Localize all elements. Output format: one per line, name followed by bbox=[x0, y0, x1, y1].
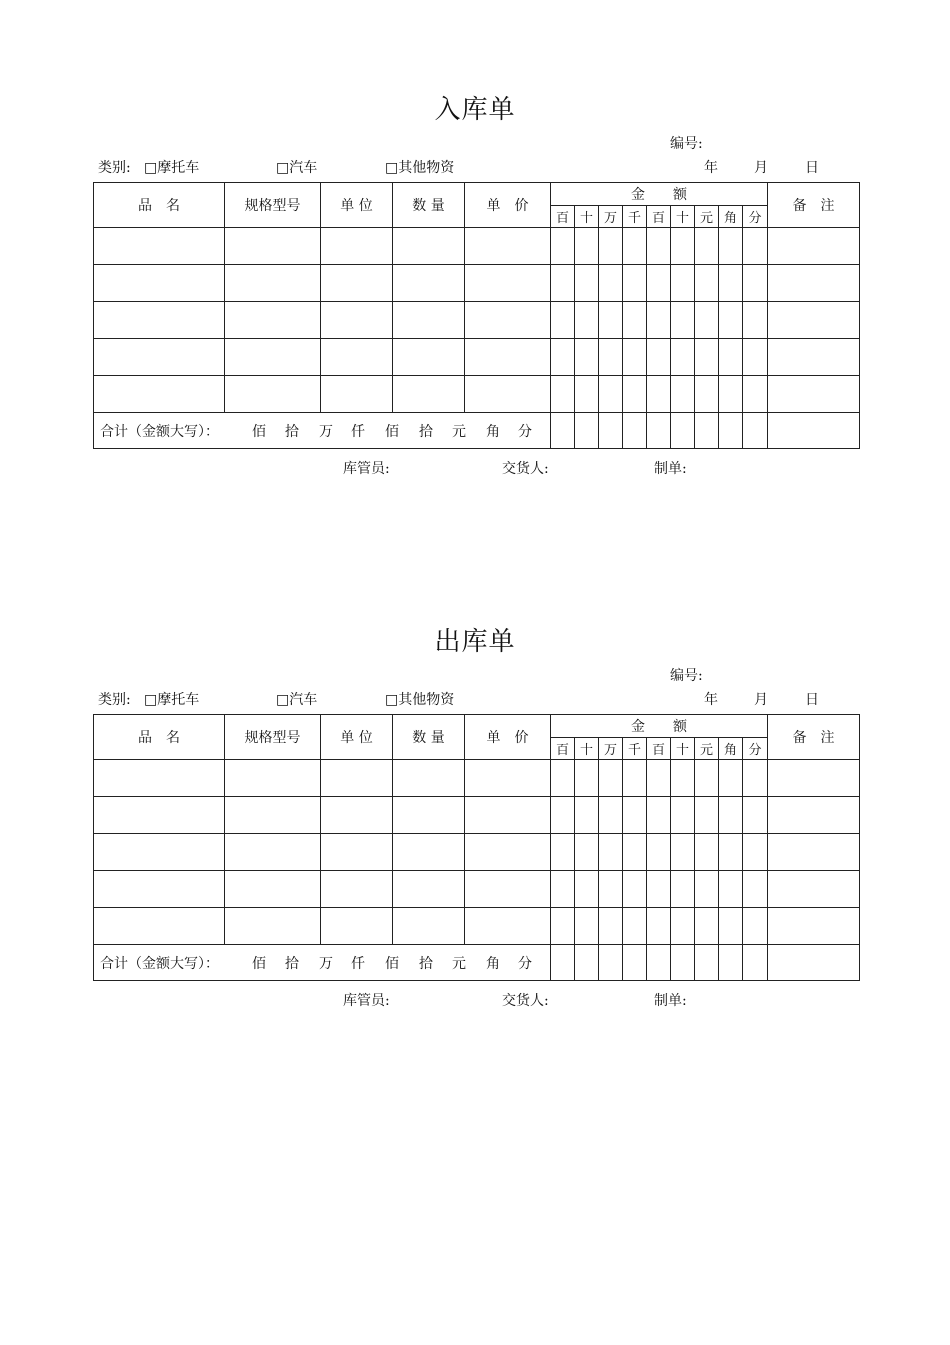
cell[interactable] bbox=[94, 797, 225, 834]
cell[interactable] bbox=[94, 834, 225, 871]
cell[interactable] bbox=[768, 760, 860, 797]
cell[interactable] bbox=[647, 413, 671, 449]
cell[interactable] bbox=[321, 302, 393, 339]
header-unit-price: 单 价 bbox=[465, 715, 551, 760]
cell[interactable] bbox=[671, 797, 695, 834]
cell[interactable] bbox=[623, 302, 647, 339]
digit-header: 十 bbox=[671, 738, 695, 760]
category-car-checkbox[interactable]: □汽车 bbox=[276, 692, 318, 708]
cell[interactable] bbox=[575, 302, 599, 339]
cell[interactable] bbox=[719, 871, 743, 908]
total-unit: 佰 bbox=[385, 955, 399, 972]
digit-header: 分 bbox=[743, 206, 768, 228]
header-unit: 单 位 bbox=[321, 715, 393, 760]
cell[interactable] bbox=[393, 302, 465, 339]
category-car-checkbox[interactable]: □汽车 bbox=[276, 160, 318, 176]
total-row bbox=[94, 945, 860, 981]
cell[interactable] bbox=[551, 797, 575, 834]
cell[interactable] bbox=[743, 871, 768, 908]
table-row bbox=[94, 797, 860, 834]
cell[interactable] bbox=[768, 871, 860, 908]
digit-header: 百 bbox=[647, 206, 671, 228]
cell[interactable] bbox=[671, 376, 695, 413]
cell[interactable] bbox=[719, 302, 743, 339]
cell[interactable] bbox=[768, 228, 860, 265]
cell[interactable] bbox=[551, 228, 575, 265]
digit-header: 元 bbox=[695, 206, 719, 228]
header-unit: 单 位 bbox=[321, 183, 393, 228]
total-unit: 仟 bbox=[351, 955, 365, 972]
total-unit: 仟 bbox=[351, 423, 365, 440]
cell[interactable] bbox=[768, 339, 860, 376]
cell[interactable] bbox=[225, 797, 321, 834]
cell[interactable] bbox=[599, 797, 623, 834]
digit-header: 万 bbox=[599, 206, 623, 228]
cell[interactable] bbox=[321, 908, 393, 945]
cell[interactable] bbox=[768, 302, 860, 339]
cell[interactable] bbox=[623, 228, 647, 265]
digit-header: 百 bbox=[647, 738, 671, 760]
cell[interactable] bbox=[465, 265, 551, 302]
cell[interactable] bbox=[743, 228, 768, 265]
table-row bbox=[94, 228, 860, 265]
category-other-checkbox[interactable]: □其他物资 bbox=[385, 692, 455, 708]
cell[interactable] bbox=[647, 908, 671, 945]
cell[interactable] bbox=[551, 376, 575, 413]
category-motorcycle-checkbox[interactable]: □摩托车 bbox=[144, 692, 200, 708]
digit-header: 十 bbox=[671, 206, 695, 228]
header-item-name: 品 名 bbox=[94, 183, 225, 228]
cell[interactable] bbox=[393, 871, 465, 908]
digit-header: 角 bbox=[719, 206, 743, 228]
cell[interactable] bbox=[225, 376, 321, 413]
cell[interactable] bbox=[671, 871, 695, 908]
cell[interactable] bbox=[94, 760, 225, 797]
digit-header: 角 bbox=[719, 738, 743, 760]
header-amount: 金 额 bbox=[551, 715, 768, 738]
cell[interactable] bbox=[623, 376, 647, 413]
total-label: 合计（金额大写）： bbox=[100, 955, 219, 972]
cell[interactable] bbox=[719, 413, 743, 449]
cell[interactable] bbox=[575, 908, 599, 945]
cell[interactable] bbox=[695, 376, 719, 413]
table-row bbox=[94, 908, 860, 945]
cell[interactable] bbox=[321, 760, 393, 797]
category-label: 类别: bbox=[98, 692, 131, 708]
cell[interactable] bbox=[695, 339, 719, 376]
cell[interactable] bbox=[743, 339, 768, 376]
table-row bbox=[94, 265, 860, 302]
cell[interactable] bbox=[321, 797, 393, 834]
cell[interactable] bbox=[575, 834, 599, 871]
date-month-label: 月 bbox=[754, 160, 768, 176]
cell[interactable] bbox=[321, 871, 393, 908]
cell[interactable] bbox=[743, 413, 768, 449]
cell[interactable] bbox=[743, 302, 768, 339]
cell[interactable] bbox=[575, 945, 599, 981]
cell[interactable] bbox=[647, 945, 671, 981]
cell[interactable] bbox=[671, 760, 695, 797]
cell[interactable] bbox=[671, 228, 695, 265]
cell[interactable] bbox=[599, 413, 623, 449]
cell[interactable] bbox=[647, 797, 671, 834]
cell[interactable] bbox=[225, 228, 321, 265]
cell[interactable] bbox=[465, 871, 551, 908]
cell[interactable] bbox=[94, 265, 225, 302]
cell[interactable] bbox=[465, 797, 551, 834]
cell[interactable] bbox=[225, 760, 321, 797]
cell[interactable] bbox=[225, 302, 321, 339]
cell[interactable] bbox=[768, 413, 860, 449]
total-unit: 元 bbox=[452, 423, 466, 440]
cell[interactable] bbox=[623, 908, 647, 945]
total-unit: 万 bbox=[319, 423, 333, 440]
cell[interactable] bbox=[321, 376, 393, 413]
cell[interactable] bbox=[575, 228, 599, 265]
total-amount-words bbox=[94, 945, 551, 981]
cell[interactable] bbox=[551, 871, 575, 908]
cell[interactable] bbox=[768, 908, 860, 945]
cell[interactable] bbox=[599, 908, 623, 945]
total-unit: 拾 bbox=[285, 955, 299, 972]
header-quantity: 数 量 bbox=[393, 183, 465, 228]
cell[interactable] bbox=[623, 413, 647, 449]
cell[interactable] bbox=[719, 228, 743, 265]
cell[interactable] bbox=[465, 834, 551, 871]
digit-header: 千 bbox=[623, 738, 647, 760]
total-unit: 佰 bbox=[252, 423, 266, 440]
cell[interactable] bbox=[465, 339, 551, 376]
cell[interactable] bbox=[719, 834, 743, 871]
cell[interactable] bbox=[393, 228, 465, 265]
cell[interactable] bbox=[225, 265, 321, 302]
cell[interactable] bbox=[551, 339, 575, 376]
cell[interactable] bbox=[321, 834, 393, 871]
date-day-label: 日 bbox=[805, 692, 819, 708]
cell[interactable] bbox=[647, 760, 671, 797]
category-other-checkbox[interactable]: □其他物资 bbox=[385, 160, 455, 176]
cell[interactable] bbox=[768, 834, 860, 871]
cell[interactable] bbox=[623, 265, 647, 302]
cell[interactable] bbox=[465, 908, 551, 945]
cell[interactable] bbox=[94, 908, 225, 945]
total-unit: 佰 bbox=[252, 955, 266, 972]
cell[interactable] bbox=[647, 834, 671, 871]
cell[interactable] bbox=[94, 302, 225, 339]
serial-number-label: 编号: bbox=[670, 668, 703, 684]
cell[interactable] bbox=[671, 834, 695, 871]
date-day-label: 日 bbox=[805, 160, 819, 176]
table-row bbox=[94, 376, 860, 413]
cell[interactable] bbox=[768, 265, 860, 302]
table-row bbox=[94, 871, 860, 908]
cell[interactable] bbox=[671, 908, 695, 945]
cell[interactable] bbox=[743, 760, 768, 797]
deliverer-label: 交货人: bbox=[502, 993, 549, 1009]
cell[interactable] bbox=[623, 797, 647, 834]
cell[interactable] bbox=[647, 376, 671, 413]
total-row bbox=[94, 413, 860, 449]
warehouse-keeper-label: 库管员: bbox=[343, 461, 390, 477]
cell[interactable] bbox=[575, 413, 599, 449]
items-table bbox=[93, 182, 860, 449]
cell[interactable] bbox=[719, 797, 743, 834]
cell[interactable] bbox=[551, 908, 575, 945]
cell[interactable] bbox=[647, 339, 671, 376]
digit-header: 万 bbox=[599, 738, 623, 760]
cell[interactable] bbox=[623, 945, 647, 981]
cell[interactable] bbox=[321, 265, 393, 302]
prepared-by-label: 制单: bbox=[654, 461, 687, 477]
cell[interactable] bbox=[768, 797, 860, 834]
cell[interactable] bbox=[551, 834, 575, 871]
cell[interactable] bbox=[575, 376, 599, 413]
cell[interactable] bbox=[647, 265, 671, 302]
header-unit-price: 单 价 bbox=[465, 183, 551, 228]
total-label: 合计（金额大写）： bbox=[100, 423, 219, 440]
cell[interactable] bbox=[671, 265, 695, 302]
cell[interactable] bbox=[393, 376, 465, 413]
cell[interactable] bbox=[719, 376, 743, 413]
cell[interactable] bbox=[647, 228, 671, 265]
cell[interactable] bbox=[695, 760, 719, 797]
cell[interactable] bbox=[647, 302, 671, 339]
serial-number-label: 编号: bbox=[670, 136, 703, 152]
total-unit: 元 bbox=[452, 955, 466, 972]
cell[interactable] bbox=[393, 265, 465, 302]
cell[interactable] bbox=[225, 871, 321, 908]
digit-header: 百 bbox=[551, 738, 575, 760]
cell[interactable] bbox=[465, 228, 551, 265]
cell[interactable] bbox=[393, 908, 465, 945]
cell[interactable] bbox=[94, 228, 225, 265]
cell[interactable] bbox=[599, 339, 623, 376]
cell[interactable] bbox=[768, 945, 860, 981]
digit-header: 千 bbox=[623, 206, 647, 228]
cell[interactable] bbox=[551, 945, 575, 981]
cell[interactable] bbox=[551, 265, 575, 302]
cell[interactable] bbox=[599, 834, 623, 871]
total-unit: 角 bbox=[486, 423, 500, 440]
total-unit: 拾 bbox=[419, 955, 433, 972]
cell[interactable] bbox=[321, 339, 393, 376]
cell[interactable] bbox=[719, 945, 743, 981]
cell[interactable] bbox=[551, 302, 575, 339]
cell[interactable] bbox=[695, 265, 719, 302]
cell[interactable] bbox=[94, 339, 225, 376]
cell[interactable] bbox=[768, 376, 860, 413]
header-item-name: 品 名 bbox=[94, 715, 225, 760]
cell[interactable] bbox=[695, 834, 719, 871]
cell[interactable] bbox=[465, 302, 551, 339]
cell[interactable] bbox=[599, 871, 623, 908]
cell[interactable] bbox=[623, 834, 647, 871]
total-unit: 拾 bbox=[419, 423, 433, 440]
cell[interactable] bbox=[393, 760, 465, 797]
cell[interactable] bbox=[465, 760, 551, 797]
digit-header: 十 bbox=[575, 206, 599, 228]
cell[interactable] bbox=[695, 945, 719, 981]
table-row bbox=[94, 339, 860, 376]
cell[interactable] bbox=[743, 797, 768, 834]
digit-header: 十 bbox=[575, 738, 599, 760]
cell[interactable] bbox=[623, 339, 647, 376]
digit-header: 元 bbox=[695, 738, 719, 760]
cell[interactable] bbox=[465, 376, 551, 413]
total-amount-words bbox=[94, 413, 551, 449]
form-title: 入库单 bbox=[434, 95, 516, 125]
table-row bbox=[94, 302, 860, 339]
date-month-label: 月 bbox=[754, 692, 768, 708]
cell[interactable] bbox=[94, 376, 225, 413]
cell[interactable] bbox=[551, 413, 575, 449]
table-row bbox=[94, 834, 860, 871]
form-title: 出库单 bbox=[434, 627, 516, 657]
cell[interactable] bbox=[599, 945, 623, 981]
cell[interactable] bbox=[321, 228, 393, 265]
category-label: 类别: bbox=[98, 160, 131, 176]
cell[interactable] bbox=[719, 265, 743, 302]
header-quantity: 数 量 bbox=[393, 715, 465, 760]
category-motorcycle-checkbox[interactable]: □摩托车 bbox=[144, 160, 200, 176]
cell[interactable] bbox=[695, 871, 719, 908]
total-unit: 角 bbox=[486, 955, 500, 972]
cell[interactable] bbox=[743, 908, 768, 945]
cell[interactable] bbox=[94, 871, 225, 908]
cell[interactable] bbox=[599, 760, 623, 797]
cell[interactable] bbox=[671, 413, 695, 449]
cell[interactable] bbox=[695, 302, 719, 339]
digit-header: 分 bbox=[743, 738, 768, 760]
cell[interactable] bbox=[719, 908, 743, 945]
cell[interactable] bbox=[743, 265, 768, 302]
cell[interactable] bbox=[671, 339, 695, 376]
total-unit: 万 bbox=[319, 955, 333, 972]
cell[interactable] bbox=[393, 797, 465, 834]
cell[interactable] bbox=[695, 797, 719, 834]
table-row bbox=[94, 760, 860, 797]
header-spec: 规格型号 bbox=[225, 715, 321, 760]
date-year-label: 年 bbox=[704, 692, 718, 708]
cell[interactable] bbox=[623, 871, 647, 908]
cell[interactable] bbox=[225, 908, 321, 945]
cell[interactable] bbox=[599, 265, 623, 302]
cell[interactable] bbox=[225, 834, 321, 871]
cell[interactable] bbox=[719, 760, 743, 797]
cell[interactable] bbox=[599, 228, 623, 265]
total-unit: 分 bbox=[518, 423, 532, 440]
header-note: 备 注 bbox=[768, 183, 860, 228]
cell[interactable] bbox=[225, 339, 321, 376]
cell[interactable] bbox=[719, 339, 743, 376]
header-amount: 金 额 bbox=[551, 183, 768, 206]
cell[interactable] bbox=[743, 945, 768, 981]
digit-header: 百 bbox=[551, 206, 575, 228]
total-unit: 拾 bbox=[285, 423, 299, 440]
cell[interactable] bbox=[671, 945, 695, 981]
date-year-label: 年 bbox=[704, 160, 718, 176]
cell[interactable] bbox=[743, 376, 768, 413]
cell[interactable] bbox=[695, 908, 719, 945]
items-table bbox=[93, 714, 860, 981]
header-spec: 规格型号 bbox=[225, 183, 321, 228]
deliverer-label: 交货人: bbox=[502, 461, 549, 477]
cell[interactable] bbox=[599, 376, 623, 413]
cell[interactable] bbox=[575, 760, 599, 797]
header-note: 备 注 bbox=[768, 715, 860, 760]
cell[interactable] bbox=[575, 871, 599, 908]
cell[interactable] bbox=[647, 871, 671, 908]
cell[interactable] bbox=[599, 302, 623, 339]
total-unit: 佰 bbox=[385, 423, 399, 440]
cell[interactable] bbox=[695, 413, 719, 449]
cell[interactable] bbox=[393, 834, 465, 871]
cell[interactable] bbox=[393, 339, 465, 376]
cell[interactable] bbox=[743, 834, 768, 871]
total-unit: 分 bbox=[518, 955, 532, 972]
prepared-by-label: 制单: bbox=[654, 993, 687, 1009]
cell[interactable] bbox=[623, 760, 647, 797]
cell[interactable] bbox=[695, 228, 719, 265]
cell[interactable] bbox=[575, 265, 599, 302]
cell[interactable] bbox=[671, 302, 695, 339]
warehouse-keeper-label: 库管员: bbox=[343, 993, 390, 1009]
cell[interactable] bbox=[575, 339, 599, 376]
cell[interactable] bbox=[551, 760, 575, 797]
cell[interactable] bbox=[575, 797, 599, 834]
